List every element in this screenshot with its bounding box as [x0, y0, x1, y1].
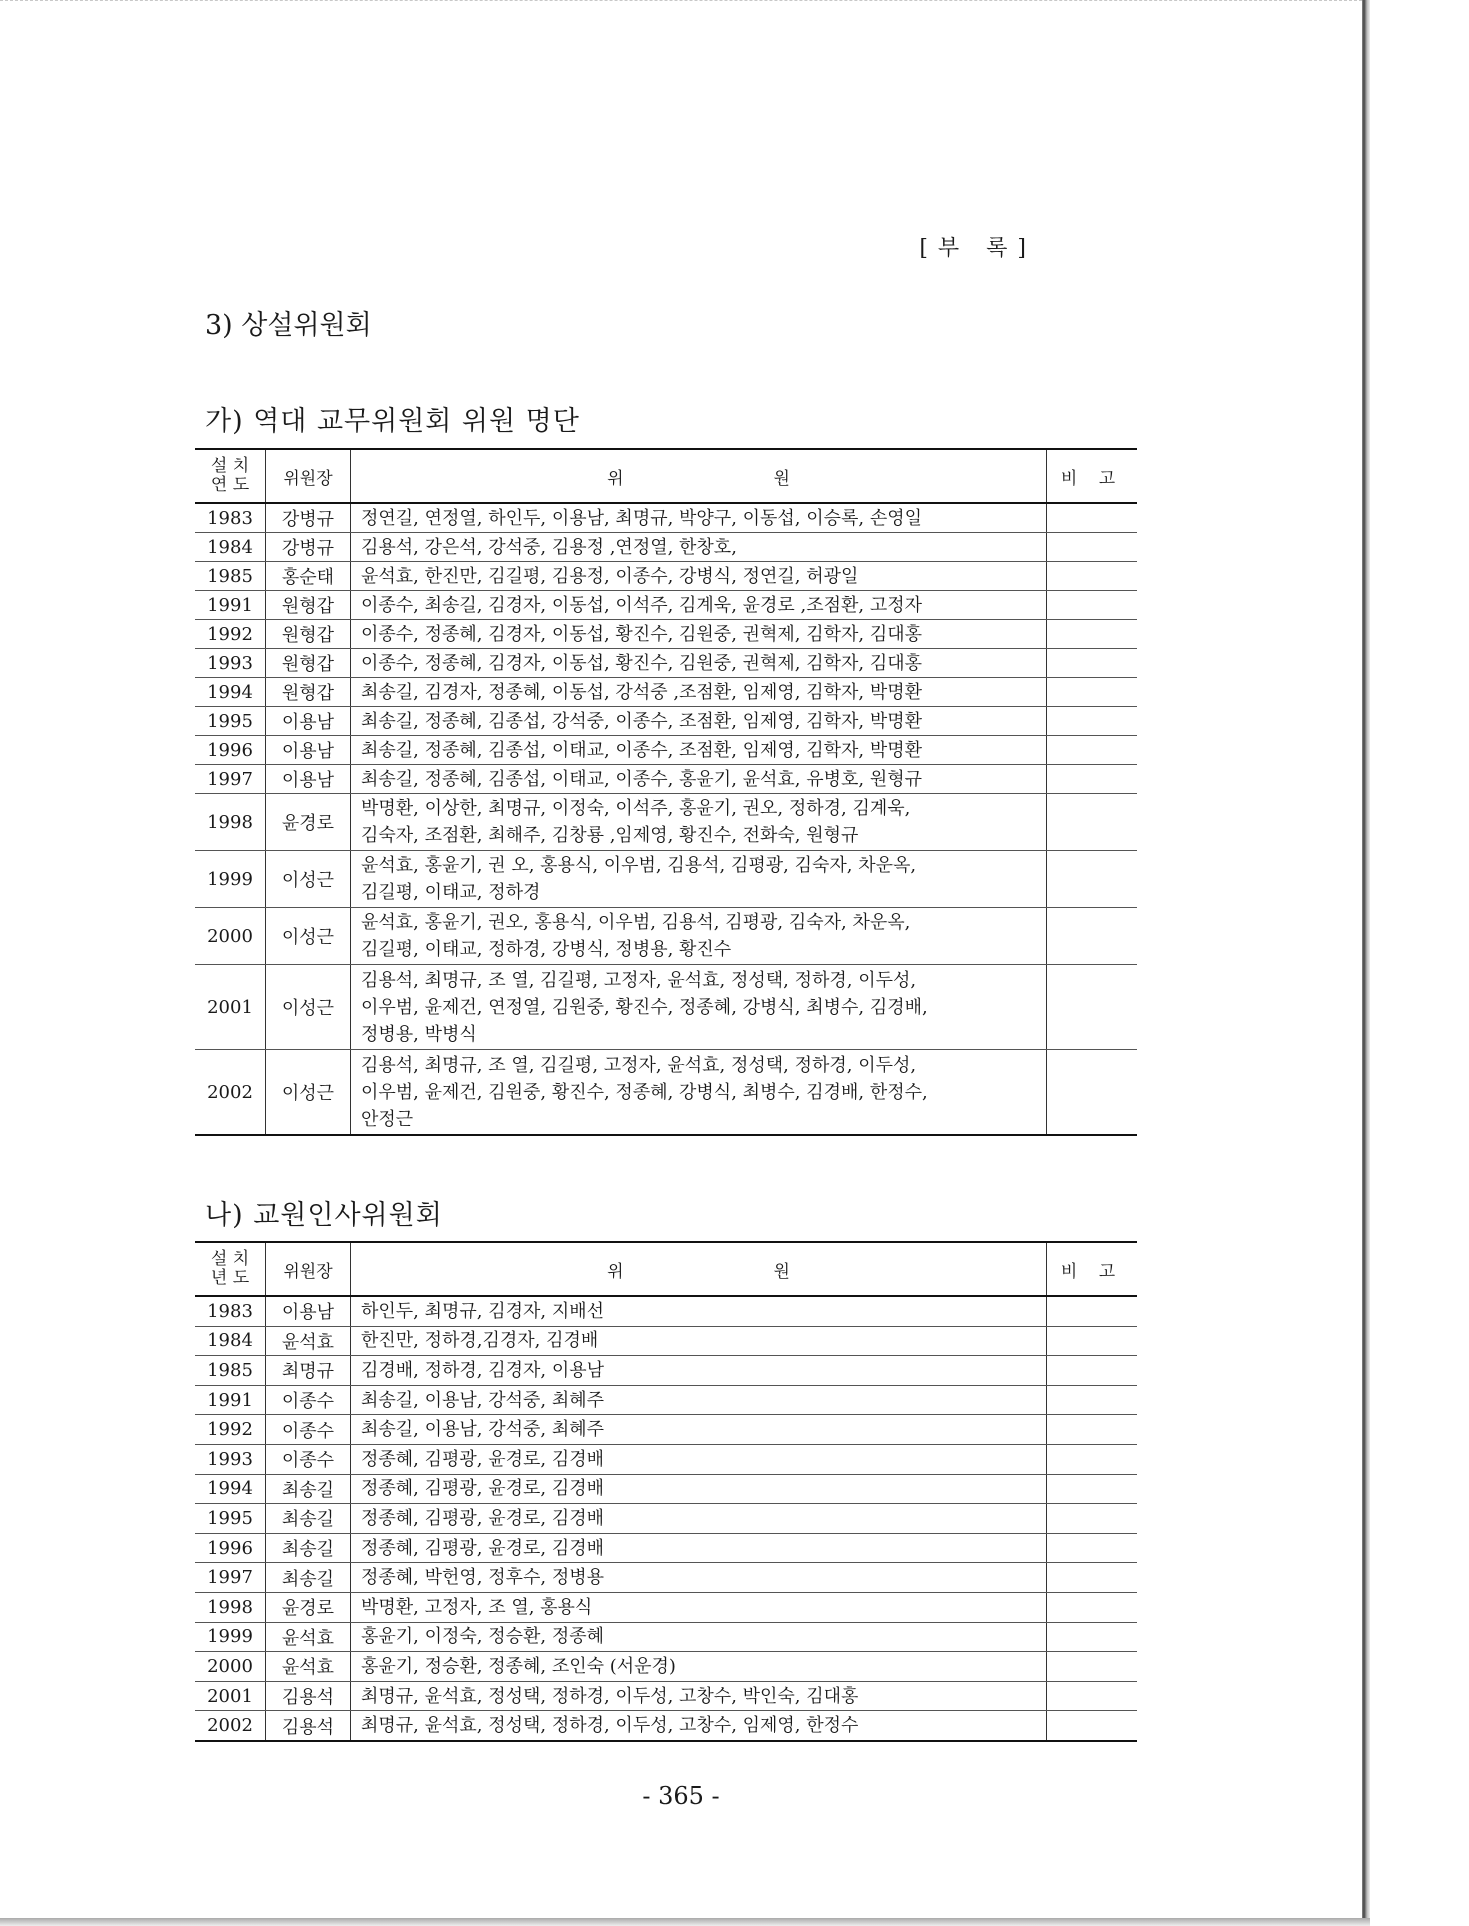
note-cell: [1047, 1533, 1138, 1563]
members-cell: 홍윤기, 이정숙, 정승환, 정종혜: [351, 1622, 1047, 1652]
table-row: [195, 1563, 1137, 1593]
note-cell: [1047, 1592, 1138, 1622]
chair-cell: 김용석: [266, 1681, 351, 1711]
table-row: [195, 908, 1137, 965]
year-cell: 1999: [195, 851, 266, 908]
year-cell: 1994: [195, 678, 266, 707]
note-cell: [1047, 1444, 1138, 1474]
year-cell: 1998: [195, 1592, 266, 1622]
table-row: [195, 851, 1137, 908]
chair-cell: 이종수: [266, 1385, 351, 1415]
table-row: [195, 503, 1137, 533]
appendix-label: [부 록]: [919, 236, 1036, 261]
year-cell: 2001: [195, 965, 266, 1050]
chair-cell: 이성근: [266, 851, 351, 908]
chair-cell: 원형갑: [266, 591, 351, 620]
members-cell: 김용석, 최명규, 조 열, 김길평, 고정자, 윤석효, 정성택, 정하경, 이두성, 이우범, 윤제건, 연정열, 김원중, 황진수, 정종혜, 강병식, 최병수, 김경배, 정병용, 박병식: [351, 965, 1047, 1050]
year-cell: 1997: [195, 765, 266, 794]
note-cell: [1047, 1504, 1138, 1534]
year-cell: 2002: [195, 1711, 266, 1741]
table-row: [195, 1415, 1137, 1445]
chair-cell: 이종수: [266, 1415, 351, 1445]
note-cell: [1047, 1622, 1138, 1652]
members-cell: 김용석, 최명규, 조 열, 김길평, 고정자, 윤석효, 정성택, 정하경, 이두성, 이우범, 윤제건, 김원중, 황진수, 정종혜, 강병식, 최병수, 김경배, 한정수, 안정근: [351, 1050, 1047, 1136]
members-cell: 이종수, 최송길, 김경자, 이동섭, 이석주, 김계욱, 윤경로 ,조점환, 고정자: [351, 591, 1047, 620]
note-cell: [1047, 1652, 1138, 1682]
chair-cell: 이성근: [266, 965, 351, 1050]
chair-cell: 이용남: [266, 765, 351, 794]
note-cell: [1047, 851, 1138, 908]
members-cell: 최송길, 정종혜, 김종섭, 강석중, 이종수, 조점환, 임제영, 김학자, 박명환: [351, 707, 1047, 736]
chair-cell: 윤경로: [266, 794, 351, 851]
chair-cell: 최송길: [266, 1563, 351, 1593]
members-cell: 이종수, 정종혜, 김경자, 이동섭, 황진수, 김원중, 권혁제, 김학자, 김대홍: [351, 620, 1047, 649]
page-edge: [1362, 0, 1370, 1918]
table-row: [195, 1356, 1137, 1386]
note-cell: [1047, 620, 1138, 649]
page-number: - 365 -: [642, 1782, 720, 1810]
members-cell: 박명환, 고정자, 조 열, 홍용식: [351, 1592, 1047, 1622]
note-cell: [1047, 765, 1138, 794]
note-cell: [1047, 1415, 1138, 1445]
table-row: [195, 707, 1137, 736]
note-cell: [1047, 736, 1138, 765]
members-cell: 윤석효, 홍윤기, 권 오, 홍용식, 이우범, 김용석, 김평광, 김숙자, 차운옥, 김길평, 이태교, 정하경: [351, 851, 1047, 908]
table-row: [195, 1326, 1137, 1356]
table-row: [195, 678, 1137, 707]
chair-cell: 이용남: [266, 736, 351, 765]
table-row: [195, 533, 1137, 562]
table-row: [195, 965, 1137, 1050]
chair-cell: 강병규: [266, 533, 351, 562]
note-cell: [1047, 1296, 1138, 1326]
chair-cell: 최송길: [266, 1533, 351, 1563]
note-cell: [1047, 794, 1138, 851]
faculty-personnel-committee-table: [195, 1241, 1137, 1742]
note-cell: [1047, 1326, 1138, 1356]
year-cell: 1991: [195, 591, 266, 620]
year-cell: 1984: [195, 533, 266, 562]
year-cell: 1998: [195, 794, 266, 851]
table-row: [195, 1711, 1137, 1741]
note-cell: [1047, 965, 1138, 1050]
note-cell: [1047, 562, 1138, 591]
header-members: 위원: [351, 1242, 1047, 1296]
table-row: [195, 1050, 1137, 1136]
chair-cell: 이용남: [266, 707, 351, 736]
chair-cell: 홍순태: [266, 562, 351, 591]
table-row: [195, 1474, 1137, 1504]
header-note: 비 고: [1047, 1242, 1138, 1296]
members-cell: 최송길, 김경자, 정종혜, 이동섭, 강석중 ,조점환, 임제영, 김학자, 박명환: [351, 678, 1047, 707]
chair-cell: 최송길: [266, 1474, 351, 1504]
year-cell: 1999: [195, 1622, 266, 1652]
table-row: [195, 765, 1137, 794]
note-cell: [1047, 1474, 1138, 1504]
year-cell: 1993: [195, 649, 266, 678]
year-cell: 1996: [195, 1533, 266, 1563]
table-a-title: 가) 역대 교무위원회 위원 명단: [205, 406, 580, 437]
members-cell: 최송길, 정종혜, 김종섭, 이태교, 이종수, 홍윤기, 윤석효, 유병호, 원형규: [351, 765, 1047, 794]
chair-cell: 원형갑: [266, 620, 351, 649]
note-cell: [1047, 533, 1138, 562]
table-row: [195, 736, 1137, 765]
members-cell: 정종혜, 박헌영, 정후수, 정병용: [351, 1563, 1047, 1593]
members-cell: 정종혜, 김평광, 윤경로, 김경배: [351, 1533, 1047, 1563]
note-cell: [1047, 503, 1138, 533]
note-cell: [1047, 1356, 1138, 1386]
note-cell: [1047, 1563, 1138, 1593]
year-cell: 1996: [195, 736, 266, 765]
table-row: [195, 620, 1137, 649]
members-cell: 윤석효, 한진만, 김길평, 김용정, 이종수, 강병식, 정연길, 허광일: [351, 562, 1047, 591]
chair-cell: 최송길: [266, 1504, 351, 1534]
members-cell: 이종수, 정종혜, 김경자, 이동섭, 황진수, 김원중, 권혁제, 김학자, 김대홍: [351, 649, 1047, 678]
chair-cell: 이용남: [266, 1296, 351, 1326]
year-cell: 2001: [195, 1681, 266, 1711]
chair-cell: 윤석효: [266, 1622, 351, 1652]
header-members: 위원: [351, 449, 1047, 503]
chair-cell: 윤석효: [266, 1652, 351, 1682]
members-cell: 최명규, 윤석효, 정성택, 정하경, 이두성, 고창수, 임제영, 한정수: [351, 1711, 1047, 1741]
header-year: 설 치 연 도: [195, 449, 266, 503]
chair-cell: 강병규: [266, 503, 351, 533]
note-cell: [1047, 1050, 1138, 1136]
members-cell: 최송길, 정종혜, 김종섭, 이태교, 이종수, 조점환, 임제영, 김학자, 박명환: [351, 736, 1047, 765]
chair-cell: 최명규: [266, 1356, 351, 1386]
table-row: [195, 591, 1137, 620]
year-cell: 1992: [195, 1415, 266, 1445]
members-cell: 김용석, 강은석, 강석중, 김용정 ,연정열, 한창호,: [351, 533, 1047, 562]
members-cell: 최송길, 이용남, 강석중, 최혜주: [351, 1415, 1047, 1445]
chair-cell: 이성근: [266, 908, 351, 965]
members-cell: 정종혜, 김평광, 윤경로, 김경배: [351, 1504, 1047, 1534]
members-cell: 김경배, 정하경, 김경자, 이용남: [351, 1356, 1047, 1386]
members-cell: 하인두, 최명규, 김경자, 지배선: [351, 1296, 1047, 1326]
year-cell: 1985: [195, 562, 266, 591]
table-row: [195, 562, 1137, 591]
chair-cell: 이종수: [266, 1444, 351, 1474]
year-cell: 2002: [195, 1050, 266, 1136]
chair-cell: 윤석효: [266, 1326, 351, 1356]
chair-cell: 이성근: [266, 1050, 351, 1136]
year-cell: 1985: [195, 1356, 266, 1386]
note-cell: [1047, 1385, 1138, 1415]
table-row: [195, 794, 1137, 851]
academic-affairs-committee-table: [195, 448, 1137, 1136]
members-cell: 박명환, 이상한, 최명규, 이정숙, 이석주, 홍윤기, 권오, 정하경, 김계욱, 김숙자, 조점환, 최해주, 김창룡 ,임제영, 황진수, 전화숙, 원형규: [351, 794, 1047, 851]
table-row: [195, 1533, 1137, 1563]
members-cell: 정종혜, 김평광, 윤경로, 김경배: [351, 1474, 1047, 1504]
table-b-title: 나) 교원인사위원회: [205, 1200, 443, 1231]
chair-cell: 김용석: [266, 1711, 351, 1741]
header-chair: 위원장: [266, 1242, 351, 1296]
chair-cell: 원형갑: [266, 649, 351, 678]
year-cell: 1995: [195, 707, 266, 736]
table-row: [195, 1592, 1137, 1622]
year-cell: 1991: [195, 1385, 266, 1415]
year-cell: 1983: [195, 503, 266, 533]
year-cell: 2000: [195, 1652, 266, 1682]
note-cell: [1047, 591, 1138, 620]
page-shadow: [0, 1918, 1370, 1926]
note-cell: [1047, 1711, 1138, 1741]
section-title: 3) 상설위원회: [205, 310, 372, 341]
year-cell: 1983: [195, 1296, 266, 1326]
table-row: [195, 1622, 1137, 1652]
year-cell: 1997: [195, 1563, 266, 1593]
year-cell: 1995: [195, 1504, 266, 1534]
note-cell: [1047, 649, 1138, 678]
members-cell: 윤석효, 홍윤기, 권오, 홍용식, 이우범, 김용석, 김평광, 김숙자, 차운옥, 김길평, 이태교, 정하경, 강병식, 정병용, 황진수: [351, 908, 1047, 965]
table-row: [195, 1385, 1137, 1415]
chair-cell: 윤경로: [266, 1592, 351, 1622]
table-row: [195, 1444, 1137, 1474]
header-year: 설 치 년 도: [195, 1242, 266, 1296]
members-cell: 정종혜, 김평광, 윤경로, 김경배: [351, 1444, 1047, 1474]
note-cell: [1047, 707, 1138, 736]
year-cell: 1993: [195, 1444, 266, 1474]
table-row: [195, 1296, 1137, 1326]
note-cell: [1047, 678, 1138, 707]
chair-cell: 원형갑: [266, 678, 351, 707]
members-cell: 정연길, 연정열, 하인두, 이용남, 최명규, 박양구, 이동섭, 이승록, 손영일: [351, 503, 1047, 533]
members-cell: 홍윤기, 정승환, 정종혜, 조인숙 (서운경): [351, 1652, 1047, 1682]
members-cell: 최송길, 이용남, 강석중, 최혜주: [351, 1385, 1047, 1415]
note-cell: [1047, 1681, 1138, 1711]
table-row: [195, 1504, 1137, 1534]
year-cell: 1994: [195, 1474, 266, 1504]
members-cell: 한진만, 정하경,김경자, 김경배: [351, 1326, 1047, 1356]
year-cell: 1984: [195, 1326, 266, 1356]
year-cell: 2000: [195, 908, 266, 965]
table-row: [195, 1652, 1137, 1682]
table-row: [195, 1681, 1137, 1711]
year-cell: 1992: [195, 620, 266, 649]
note-cell: [1047, 908, 1138, 965]
header-chair: 위원장: [266, 449, 351, 503]
table-row: [195, 649, 1137, 678]
header-note: 비 고: [1047, 449, 1138, 503]
members-cell: 최명규, 윤석효, 정성택, 정하경, 이두성, 고창수, 박인숙, 김대홍: [351, 1681, 1047, 1711]
